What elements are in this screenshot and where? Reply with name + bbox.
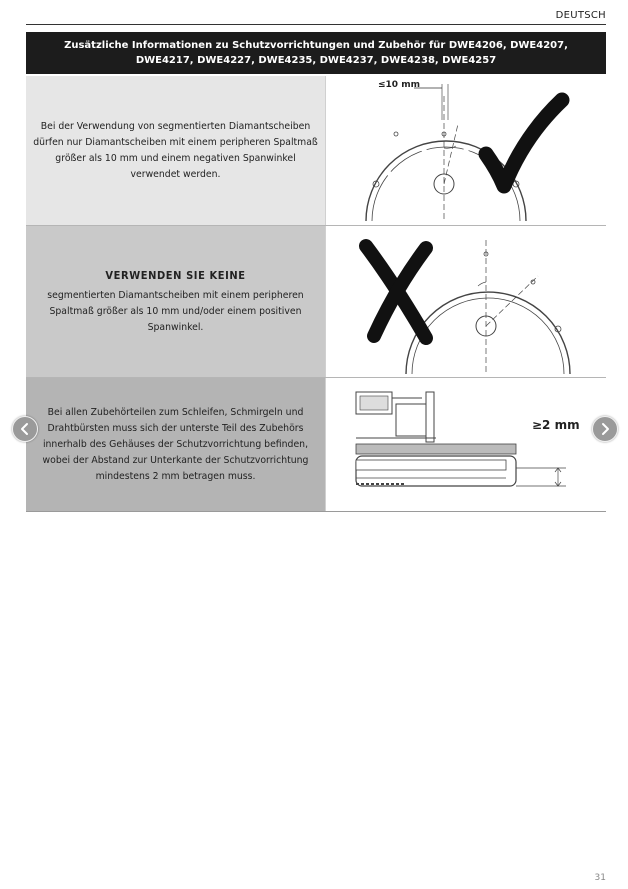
info-row-guard-clearance	[26, 378, 606, 512]
allowed-disc-figure	[325, 76, 606, 225]
chevron-left-icon	[19, 422, 31, 436]
segmented-disc-diagram	[326, 226, 606, 377]
chevron-right-icon	[599, 422, 611, 436]
x-mark-icon	[366, 246, 426, 338]
next-page-button[interactable]	[592, 416, 618, 442]
guard-clearance-text: Bei allen Zubehörteilen zum Schleifen, Schmirgeln und Drahtbürsten muss sich der unterste Teil des Zubehörs innerhalb des Gehäuses der Schutzvorrichtung befinden, wobei der Abstand zur Unterkante der Schutzvorrichtung mindestens 2 mm betragen muss.	[42, 406, 309, 482]
forbidden-disc-text: segmentierten Diamantscheiben mit einem peripheren Spaltmaß größer als 10 mm und/oder einem positiven Spanwinkel.	[47, 289, 304, 333]
info-row-allowed-disc	[26, 76, 606, 226]
warning-title: VERWENDEN SIE KEINE	[105, 268, 246, 282]
clearance-text-cell	[26, 378, 325, 511]
header-divider	[26, 24, 606, 25]
page-number: 31	[594, 873, 606, 883]
section-title: Zusätzliche Informationen zu Schutzvorrichtungen und Zubehör für DWE4206, DWE4207, DWE4217, DWE4227, DWE4235, DWE4237, DWE4238, DWE4257	[26, 32, 606, 74]
previous-page-button[interactable]	[12, 416, 38, 442]
clearance-dimension-label: ≥2 mm	[532, 418, 580, 432]
forbidden-disc-figure	[325, 226, 606, 377]
guard-clearance-figure	[325, 378, 606, 511]
allowed-disc-text: Bei der Verwendung von segmentierten Diamantscheiben dürfen nur Diamantscheiben mit einem peripheren Spaltmaß größer als 10 mm und einem negativen Spanwinkel verwendet werden.	[33, 120, 318, 180]
guard-cross-section-diagram	[326, 378, 606, 511]
language-label: DEUTSCH	[555, 10, 606, 21]
segmented-disc-diagram	[326, 76, 606, 225]
info-text-cell	[26, 76, 325, 225]
info-row-forbidden-disc	[26, 226, 606, 378]
check-mark-icon	[486, 100, 562, 186]
gap-dimension-label: ≤10 mm	[378, 80, 420, 90]
warning-text-cell	[26, 226, 325, 377]
